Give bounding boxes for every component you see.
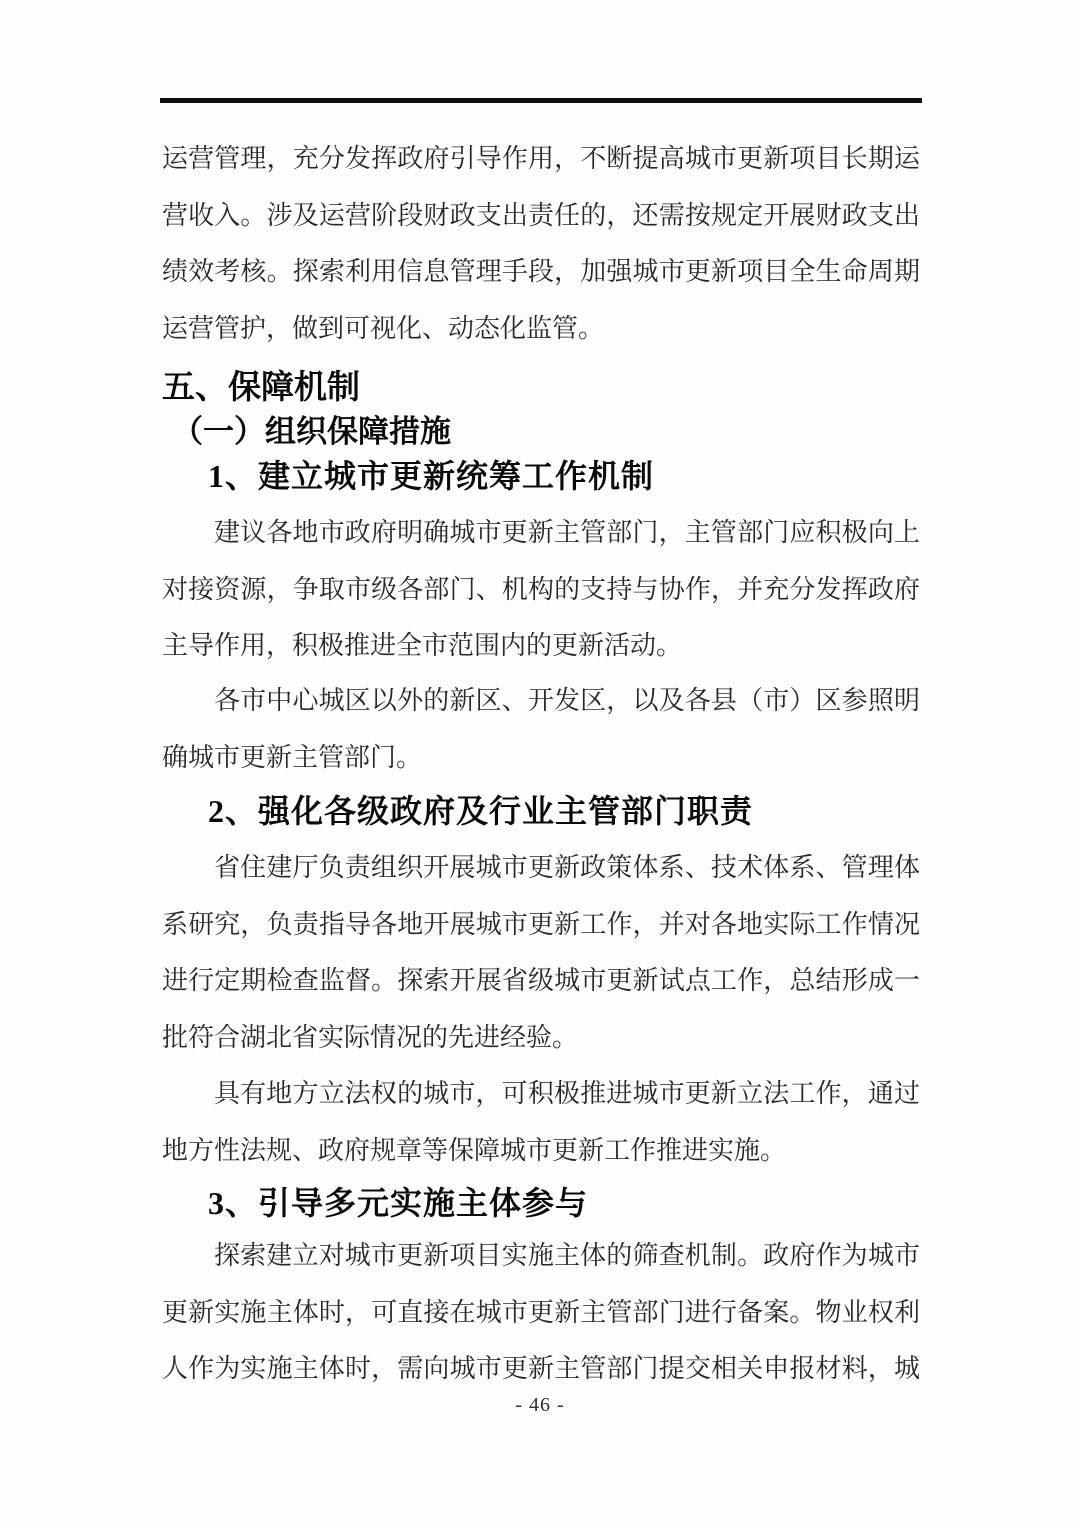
text-line: 进行定期检查监督。探索开展省级城市更新试点工作，总结形成一 bbox=[162, 966, 920, 995]
section-heading-level2: （一）组织保障措施 bbox=[172, 414, 451, 449]
text-line: 营收入。涉及运营阶段财政支出责任的，还需按规定开展财政支出 bbox=[162, 200, 920, 230]
section-heading-level1: 五、保障机制 bbox=[162, 368, 360, 405]
paragraph bbox=[162, 840, 920, 1066]
text-line: 建议各地市政府明确城市更新主管部门，主管部门应积极向上 bbox=[214, 518, 920, 547]
text-line: 省住建厅负责组织开展城市更新政策体系、技术体系、管理体 bbox=[214, 853, 920, 882]
text-line: 各市中心城区以外的新区、开发区，以及各县（市）区参照明 bbox=[214, 686, 920, 715]
section-heading-level3-item1: 1、建立城市更新统筹工作机制 bbox=[208, 458, 655, 494]
text-line: 更新实施主体时，可直接在城市更新主管部门进行备案。物业权利 bbox=[162, 1297, 920, 1327]
paragraph bbox=[162, 1228, 920, 1398]
text-line: 绩效考核。探索利用信息管理手段，加强城市更新项目全生命周期 bbox=[162, 257, 920, 286]
text-line: 对接资源，争取市级各部门、机构的支持与协作，并充分发挥政府 bbox=[162, 574, 920, 604]
text-line: 具有地方立法权的城市，可积极推进城市更新立法工作，通过 bbox=[214, 1079, 920, 1108]
paragraph bbox=[162, 131, 920, 357]
page-number: - 46 - bbox=[515, 1394, 565, 1416]
text-line: 人作为实施主体时，需向城市更新主管部门提交相关申报材料，城 bbox=[162, 1354, 920, 1383]
text-line: 确城市更新主管部门。 bbox=[162, 742, 423, 772]
text-line: 运营管护，做到可视化、动态化监管。 bbox=[162, 313, 605, 343]
paragraph bbox=[162, 505, 920, 675]
text-line: 批符合湖北省实际情况的先进经验。 bbox=[162, 1022, 579, 1052]
text-line: 主导作用，积极推进全市范围内的更新活动。 bbox=[162, 631, 683, 660]
text-line: 运营管理，充分发挥政府引导作用，不断提高城市更新项目长期运 bbox=[162, 144, 920, 173]
text-line: 系研究，负责指导各地开展城市更新工作，并对各地实际工作情况 bbox=[162, 909, 920, 939]
text-line: 探索建立对城市更新项目实施主体的筛查机制。政府作为城市 bbox=[214, 1241, 920, 1270]
text-line: 地方性法规、政府规章等保障城市更新工作推进实施。 bbox=[162, 1135, 787, 1165]
section-heading-level3-item3: 3、引导多元实施主体参与 bbox=[208, 1185, 589, 1221]
paragraph bbox=[162, 1066, 920, 1179]
paragraph bbox=[162, 673, 920, 786]
header-divider-rule bbox=[160, 98, 922, 103]
section-heading-level3-item2: 2、强化各级政府及行业主管部门职责 bbox=[208, 793, 754, 829]
